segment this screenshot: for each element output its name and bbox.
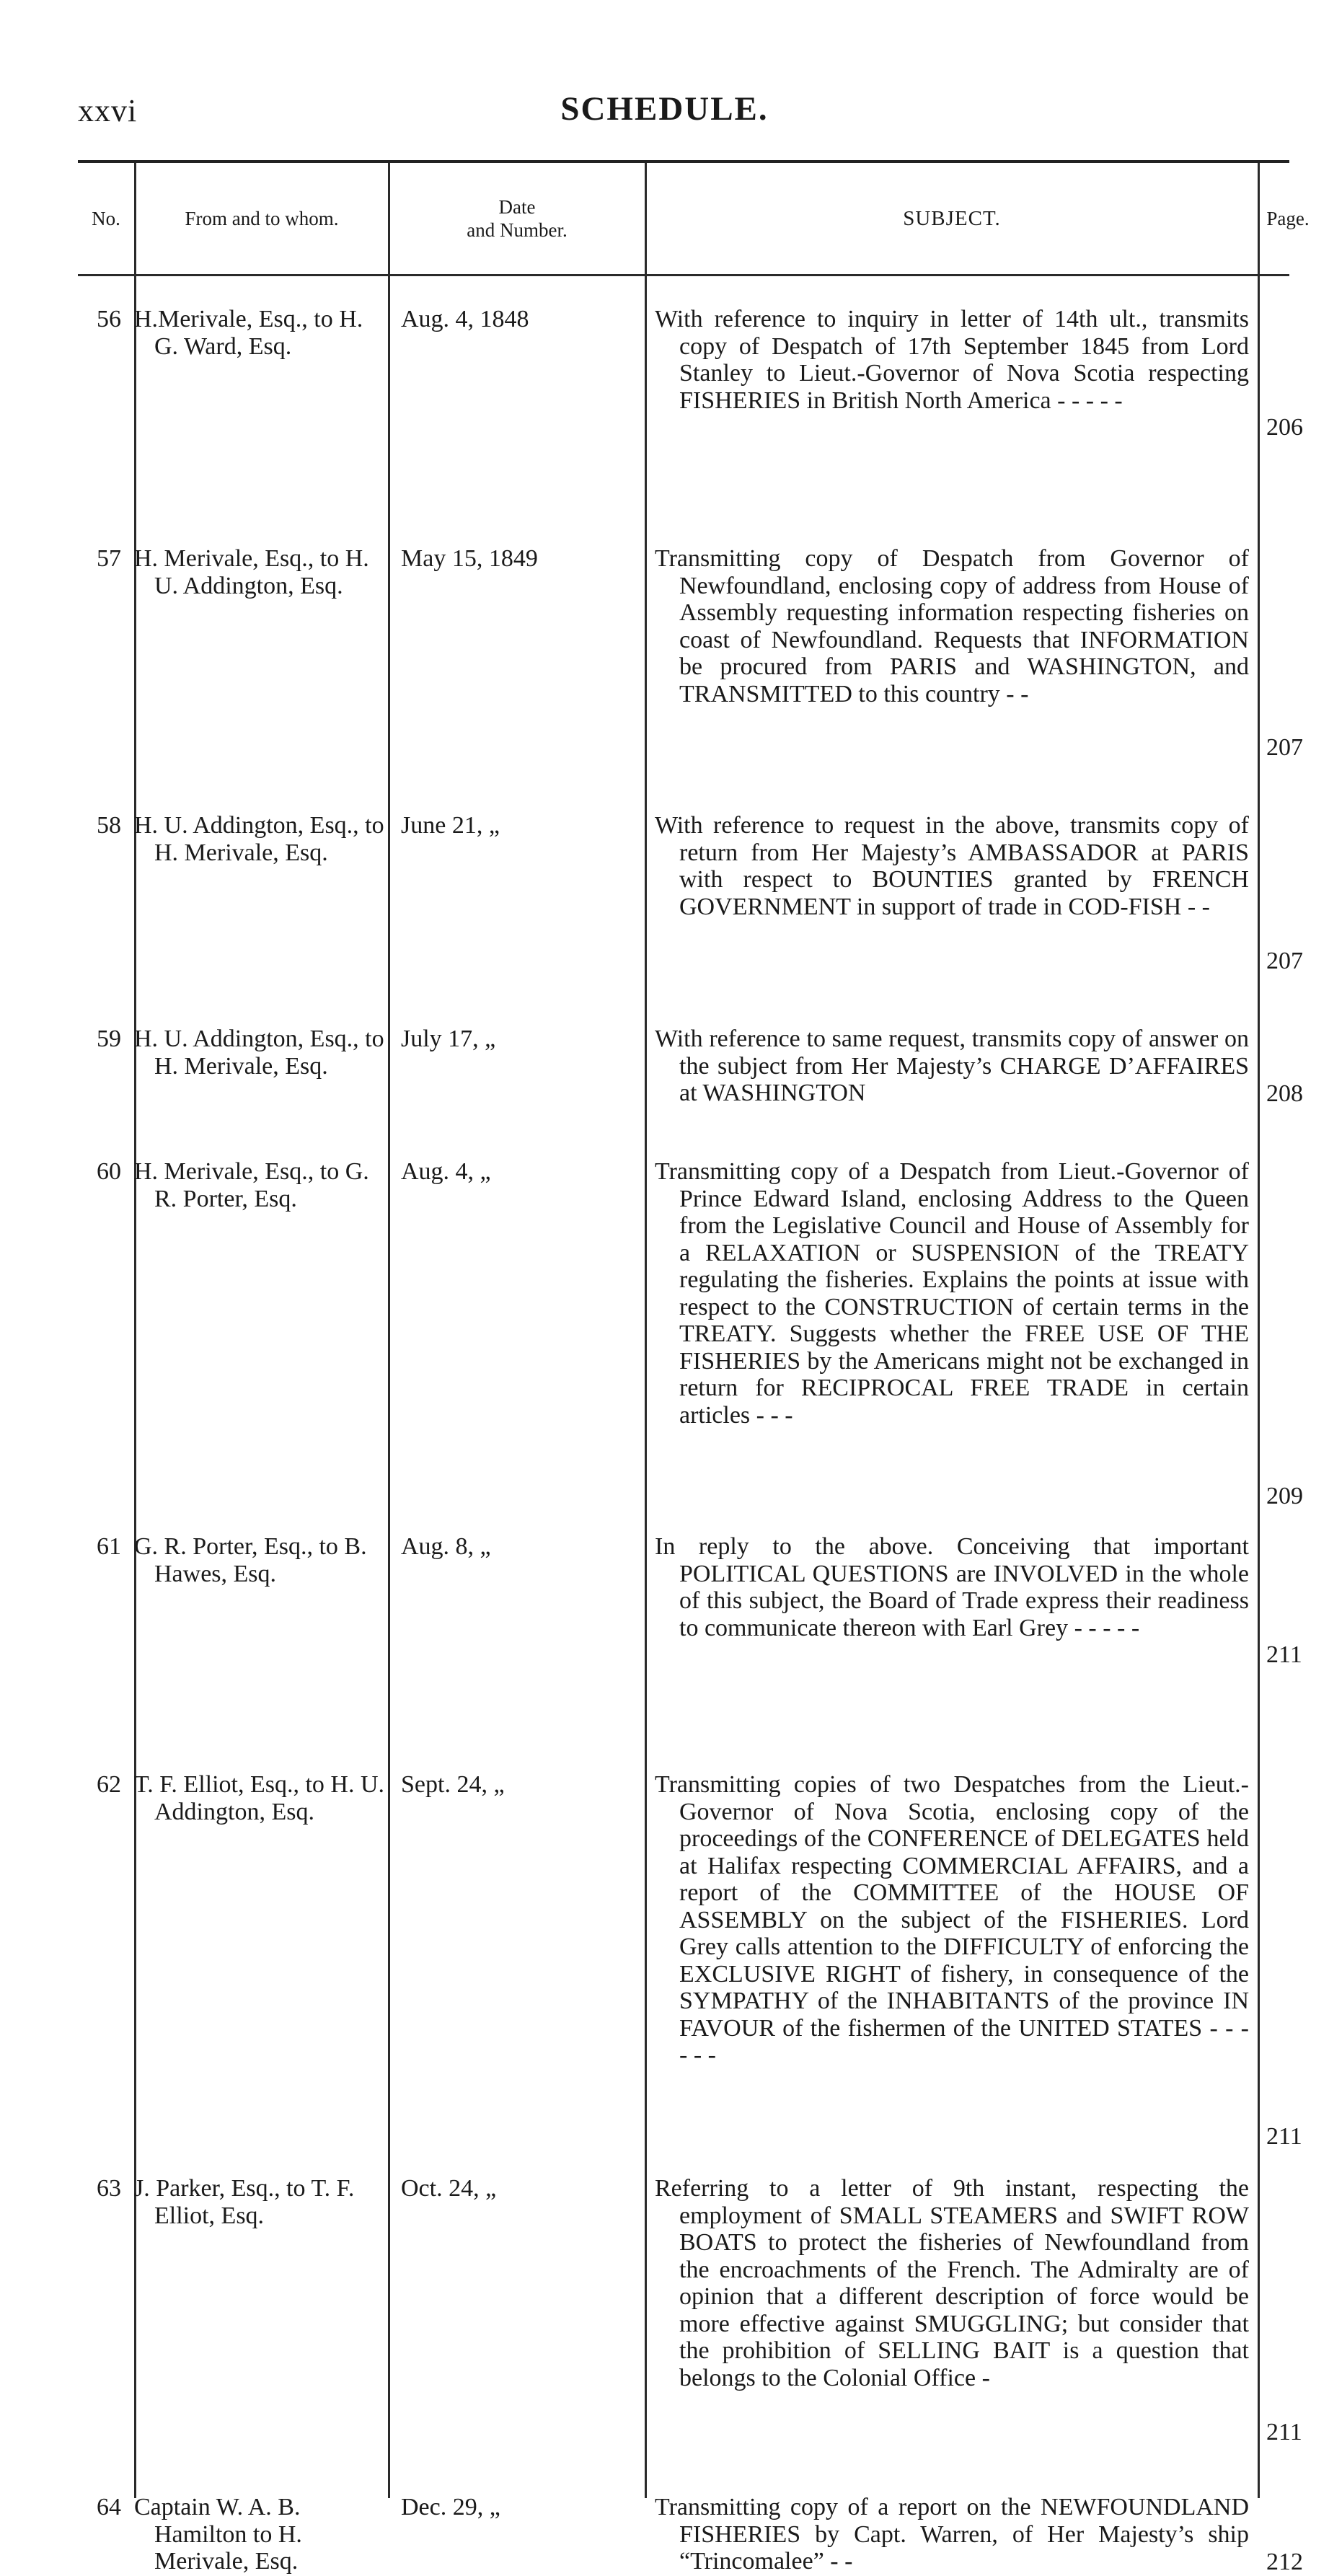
entry-correspondents: H. Merivale, Esq., to G. R. Porter, Esq. (134, 1158, 369, 1212)
entry-subject: With reference to same request, transmits copy of answer on the subject from Her Majesty’s CHARGE D’AFFAIRES at WASHINGTON (655, 1025, 1249, 1106)
column-divider (1258, 163, 1260, 2498)
entry-page: 211 (1266, 2419, 1302, 2445)
entry-correspondents: Captain W. A. B. Hamilton to H. Merivale, Esq. (134, 2494, 302, 2575)
column-divider (388, 163, 390, 2498)
entry-date: May 15, 1849 (401, 545, 538, 572)
entry-number: 64 (97, 2494, 121, 2520)
entry-date: Aug. 4, 1848 (401, 306, 529, 332)
entry-number: 58 (97, 812, 121, 839)
entry-correspondents: H.Merivale, Esq., to H. G. Ward, Esq. (134, 306, 363, 360)
entry-correspondents: G. R. Porter, Esq., to B. Hawes, Esq. (134, 1533, 367, 1587)
entry-page: 209 (1266, 1483, 1303, 1509)
column-header-from-label: From and to whom. (185, 208, 339, 229)
page-number: xxvi (78, 93, 138, 128)
header-rule (78, 274, 1289, 276)
entry-correspondents: J. Parker, Esq., to T. F. Elliot, Esq. (134, 2175, 355, 2229)
entry-number: 59 (97, 1025, 121, 1052)
entry-subject: With reference to request in the above, transmits copy of return from Her Majesty’s AMBASSADOR at PARIS with respect to BOUNTIES granted by FRENCH GOVERNMENT in support of trade in COD-FISH - - (655, 812, 1249, 920)
entry-page: 207 (1266, 734, 1303, 761)
page-header (0, 85, 1329, 136)
entry-subject: Referring to a letter of 9th instant, respecting the employment of SMALL STEAMERS and SWIFT ROW BOATS to protect the fisheries of Newfoundland from the encroachments of the French. The Admiralty are of opinion that a different description of force would be more effective against SMUGGLING; but consider that the prohibition of SELLING BAIT is a question that belongs to the Colonial Office - (655, 2175, 1249, 2391)
column-divider (134, 163, 136, 2498)
schedule-table (78, 160, 1310, 2575)
entry-page: 211 (1266, 1641, 1302, 1668)
entry-subject: Transmitting copy of a report on the NEWFOUNDLAND FISHERIES by Capt. Warren, of Her Majesty’s ship “Trincomalee” - - (655, 2494, 1249, 2575)
column-header-subject-label: SUBJECT. (903, 207, 1001, 230)
entry-page: 207 (1266, 948, 1303, 974)
entry-number: 57 (97, 545, 121, 572)
column-header-page-label: Page. (1266, 208, 1310, 229)
entry-subject: In reply to the above. Conceiving that important POLITICAL QUESTIONS are INVOLVED in the whole of this subject, the Board of Trade express their readiness to communicate thereon with Earl Grey - - - - - (655, 1533, 1249, 1641)
entry-page: 212 (1266, 2549, 1303, 2575)
entry-page: 206 (1266, 414, 1303, 441)
page-title: SCHEDULE. (560, 90, 769, 128)
entry-date: July 17, „ (401, 1025, 496, 1052)
entry-page: 211 (1266, 2123, 1302, 2150)
entry-date: Oct. 24, „ (401, 2175, 497, 2202)
entry-date: Aug. 8, „ (401, 1533, 491, 1560)
column-divider (645, 163, 647, 2498)
column-header-page (1259, 163, 1317, 274)
column-header-from (136, 163, 388, 274)
entry-date: June 21, „ (401, 812, 500, 839)
entry-date: Dec. 29, „ (401, 2494, 500, 2520)
entry-number: 56 (97, 306, 121, 332)
entry-number: 63 (97, 2175, 121, 2202)
entry-subject: Transmitting copies of two Despatches from the Lieut.-Governor of Nova Scotia, enclosing copy of the proceedings of the CONFERENCE of DELEGATES held at Halifax respecting COMMERCIAL AFFAIRS, and a report of the COMMITTEE of the HOUSE OF ASSEMBLY on the subject of the FISHERIES. Lord Grey calls attention to the DIFFICULTY of enforcing the EXCLUSIVE RIGHT of fishery, in consequence of the SYMPATHY of the INHABITANTS of the province IN FAVOUR of the fishermen of the UNITED STATES - - - - - - (655, 1771, 1249, 2068)
entry-page: 208 (1266, 1080, 1303, 1107)
entry-number: 61 (97, 1533, 121, 1560)
entry-subject: Transmitting copy of Despatch from Governor of Newfoundland, enclosing copy of address from House of Assembly requesting information respecting fisheries on coast of Newfoundland. Requests that INFORMATION be procured from PARIS and WASHINGTON, and TRANSMITTED to this country - - (655, 545, 1249, 707)
entry-number: 60 (97, 1158, 121, 1185)
entry-correspondents: H. U. Addington, Esq., to H. Merivale, Esq. (134, 812, 384, 866)
entry-correspondents: T. F. Elliot, Esq., to H. U. Addington, Esq. (134, 1771, 385, 1825)
entry-subject: With reference to inquiry in letter of 14th ult., transmits copy of Despatch of 17th September 1845 from Lord Stanley to Lieut.-Governor of Nova Scotia respecting FISHERIES in British North America - - - - - (655, 306, 1249, 414)
column-header-date-line1: Date (498, 196, 536, 218)
entry-number: 62 (97, 1771, 121, 1798)
entry-correspondents: H. Merivale, Esq., to H. U. Addington, Esq. (134, 545, 369, 599)
column-header-no-label: No. (92, 208, 120, 229)
column-header-subject (646, 163, 1258, 274)
column-header-date (389, 163, 645, 274)
column-header-date-line2: and Number. (467, 219, 568, 241)
entry-correspondents: H. U. Addington, Esq., to H. Merivale, Esq. (134, 1025, 384, 1080)
entry-date: Sept. 24, „ (401, 1771, 505, 1798)
entry-date: Aug. 4, „ (401, 1158, 491, 1185)
column-header-no (78, 163, 134, 274)
entry-subject: Transmitting copy of a Despatch from Lieut.-Governor of Prince Edward Island, enclosing Address to the Queen from the Legislative Council and House of Assembly for a RELAXATION or SUSPENSION of the TREATY regulating the fisheries. Explains the points at issue with respect to the CONSTRUCTION of certain terms in the TREATY. Suggests whether the FREE USE OF THE FISHERIES by the Americans might not be exchanged in return for RECIPROCAL FREE TRADE in certain articles - - - (655, 1158, 1249, 1429)
